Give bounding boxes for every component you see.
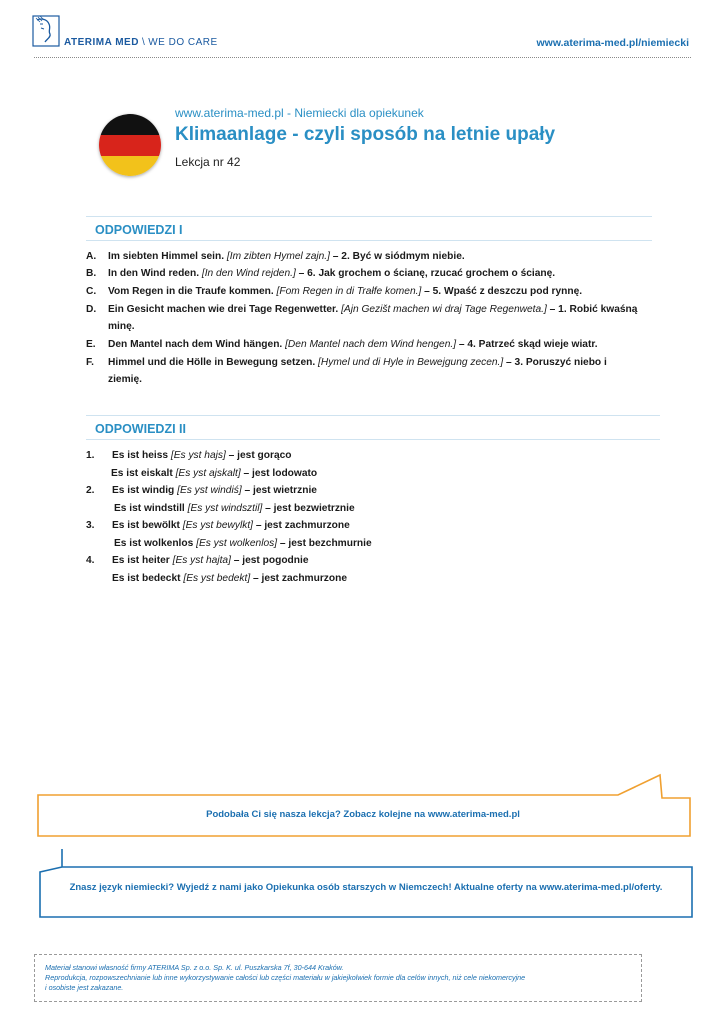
brand-wordmark — [64, 37, 218, 48]
answer-dash: – — [456, 339, 468, 350]
answer-label: F. — [86, 357, 94, 368]
legal-notice-text — [45, 963, 625, 993]
aterima-face-logo-icon — [31, 14, 61, 48]
weather-polish: jest lodowato — [252, 468, 318, 479]
weather-pronunciation: [Es yst hajta] — [172, 555, 231, 566]
answer-pronunciation: [Ajn Gezišt machen wi draj Tage Regenweta.] — [341, 304, 547, 315]
lesson-number: Lekcja nr 42 — [175, 155, 241, 169]
footer-callout-frames — [0, 760, 725, 930]
footer-promo-link[interactable]: Podobała Ci się nasza lekcja? Zobacz kolejne na www.aterima-med.pl — [206, 809, 520, 820]
answer-polish: 2. Być w siódmym niebie. — [341, 251, 465, 262]
answer-item-b — [86, 265, 646, 282]
brand-slogan: WE DO CARE — [148, 37, 218, 48]
legal-line-1: Materiał stanowi własność firmy ATERIMA Sp. z o.o. Sp. K. ul. Puszkarska 7f, 30-644 Kraków. — [45, 963, 344, 972]
weather-polish: jest bezchmurnie — [288, 538, 372, 549]
weather-dash: – — [241, 485, 253, 496]
weather-polish: jest wietrznie — [252, 485, 317, 496]
weather-number: 1. — [86, 450, 95, 461]
weather-dash: – — [230, 555, 243, 566]
weather-polish: jest bezwietrznie — [273, 503, 355, 514]
weather-dash: – — [240, 468, 253, 479]
brand-separator: \ — [141, 37, 146, 48]
weather-polish: jest gorąco — [237, 450, 292, 461]
header-site-link[interactable]: www.aterima-med.pl/niemiecki — [536, 37, 689, 49]
weather-pronunciation: [Es yst windsztil] — [187, 503, 263, 514]
weather-row — [111, 465, 317, 483]
answer-item-c — [86, 283, 646, 300]
answer-german: Ein Gesicht machen wie drei Tage Regenwetter. — [108, 304, 339, 315]
weather-german: Es ist bewölkt — [112, 520, 180, 531]
weather-german: Es ist heiter — [112, 555, 170, 566]
answer-pronunciation: [Fom Regen in di Trałfe komen.] — [276, 286, 422, 297]
legal-notice-box — [34, 954, 642, 1002]
section1-heading: ODPOWIEDZI I — [95, 223, 183, 237]
lesson-series[interactable]: www.aterima-med.pl - Niemiecki dla opiekunek — [175, 106, 424, 120]
weather-german: Es ist bedeckt — [112, 573, 181, 584]
footer-offers-link[interactable]: Znasz język niemiecki? Wyjedź z nami jako Opiekunka osób starszych w Niemczech! Aktualne oferty na www.aterima-med.pl/oferty. — [69, 882, 663, 893]
answer-german: In den Wind reden. — [108, 268, 200, 279]
header-divider — [34, 57, 691, 58]
weather-row — [86, 447, 292, 465]
answer-dash: – — [329, 251, 342, 262]
answer-german: Vom Regen in die Traufe kommen. — [108, 286, 274, 297]
answer-dash: – — [295, 268, 308, 279]
brand-logo[interactable] — [31, 14, 231, 54]
answer-german: Den Mantel nach dem Wind hängen. — [108, 339, 283, 350]
german-flag-icon — [99, 114, 161, 176]
lesson-title: Klimaanlage - czyli sposób na letnie upały — [175, 124, 556, 145]
weather-row — [114, 500, 355, 518]
weather-row — [86, 517, 350, 535]
section2-heading: ODPOWIEDZI II — [95, 422, 186, 436]
weather-dash: – — [252, 520, 265, 531]
section1-bottom-line — [86, 240, 652, 241]
answer-polish: 3. Poruszyć niebo i ziemię. — [108, 357, 607, 385]
answer-item-a — [86, 248, 646, 265]
answer-german: Im siebten Himmel sein. — [108, 251, 225, 262]
answer-pronunciation: [In den Wind rejden.] — [201, 268, 296, 279]
answer-label: E. — [86, 339, 96, 350]
answer-polish: 6. Jak grochem o ścianę, rzucać grochem o ścianę. — [307, 268, 556, 279]
answer-pronunciation: [Hymel und di Hyle in Bewejgung zecen.] — [318, 357, 504, 368]
answer-pronunciation: [Den Mantel nach dem Wind hengen.] — [285, 339, 457, 350]
section1-top-line — [86, 216, 652, 217]
weather-pronunciation: [Es yst bewylkt] — [182, 520, 253, 531]
answer-label: B. — [86, 268, 97, 279]
weather-row — [112, 570, 347, 588]
answer-item-e — [86, 336, 646, 353]
answer-label: D. — [86, 304, 97, 315]
answer-pronunciation: [Im zibten Hymel zajn.] — [226, 251, 330, 262]
answer-german: Himmel und die Hölle in Bewegung setzen. — [108, 357, 316, 368]
answer-polish: 4. Patrzeć skąd wieje wiatr. — [467, 339, 598, 350]
weather-german: Es ist windig — [112, 485, 175, 496]
weather-polish: jest pogodnie — [242, 555, 309, 566]
weather-row — [86, 482, 317, 500]
weather-pronunciation: [Es yst bedekt] — [183, 573, 251, 584]
legal-line-2: Reprodukcja, rozpowszechnianie lub inne wykorzystywanie całości lub części materiału w jakiejkolwiek formie dla celów innych, niż cele niekomercyjne — [45, 973, 526, 982]
weather-german: Es ist windstill — [114, 503, 185, 514]
weather-polish: jest zachmurzone — [264, 520, 350, 531]
answer-dash: – — [503, 357, 515, 368]
weather-row — [86, 552, 308, 570]
weather-pronunciation: [Es yst ajskalt] — [175, 468, 241, 479]
weather-german: Es ist eiskalt — [111, 468, 173, 479]
weather-number: 2. — [86, 485, 95, 496]
answer-dash: – — [421, 286, 433, 297]
weather-german: Es ist wolkenlos — [114, 538, 194, 549]
legal-line-3: i osobiste jest zakazane. — [45, 983, 124, 992]
weather-dash: – — [262, 503, 274, 514]
answer-label: A. — [86, 251, 97, 262]
section2-top-line — [86, 415, 660, 416]
weather-pronunciation: [Es yst wolkenlos] — [196, 538, 278, 549]
section2-bottom-line — [86, 439, 660, 440]
weather-polish: jest zachmurzone — [261, 573, 348, 584]
weather-number: 4. — [86, 555, 95, 566]
weather-row — [114, 535, 372, 553]
weather-german: Es ist heiss — [112, 450, 169, 461]
answer-item-f — [86, 354, 646, 388]
answer-dash: – — [546, 304, 559, 315]
weather-number: 3. — [86, 520, 95, 531]
answer-polish: 1. Robić kwaśną minę. — [108, 304, 638, 332]
answer-polish: 5. Wpaść z deszczu pod rynnę. — [432, 286, 583, 297]
answer-item-d — [86, 301, 646, 335]
weather-pronunciation: [Es yst hajs] — [170, 450, 226, 461]
brand-name: ATERIMA MED — [64, 37, 139, 48]
weather-dash: – — [277, 538, 289, 549]
answer-label: C. — [86, 286, 97, 297]
weather-dash: – — [250, 573, 262, 584]
weather-dash: – — [225, 450, 238, 461]
callout-box-1 — [38, 775, 690, 836]
weather-pronunciation: [Es yst windiś] — [177, 485, 242, 496]
